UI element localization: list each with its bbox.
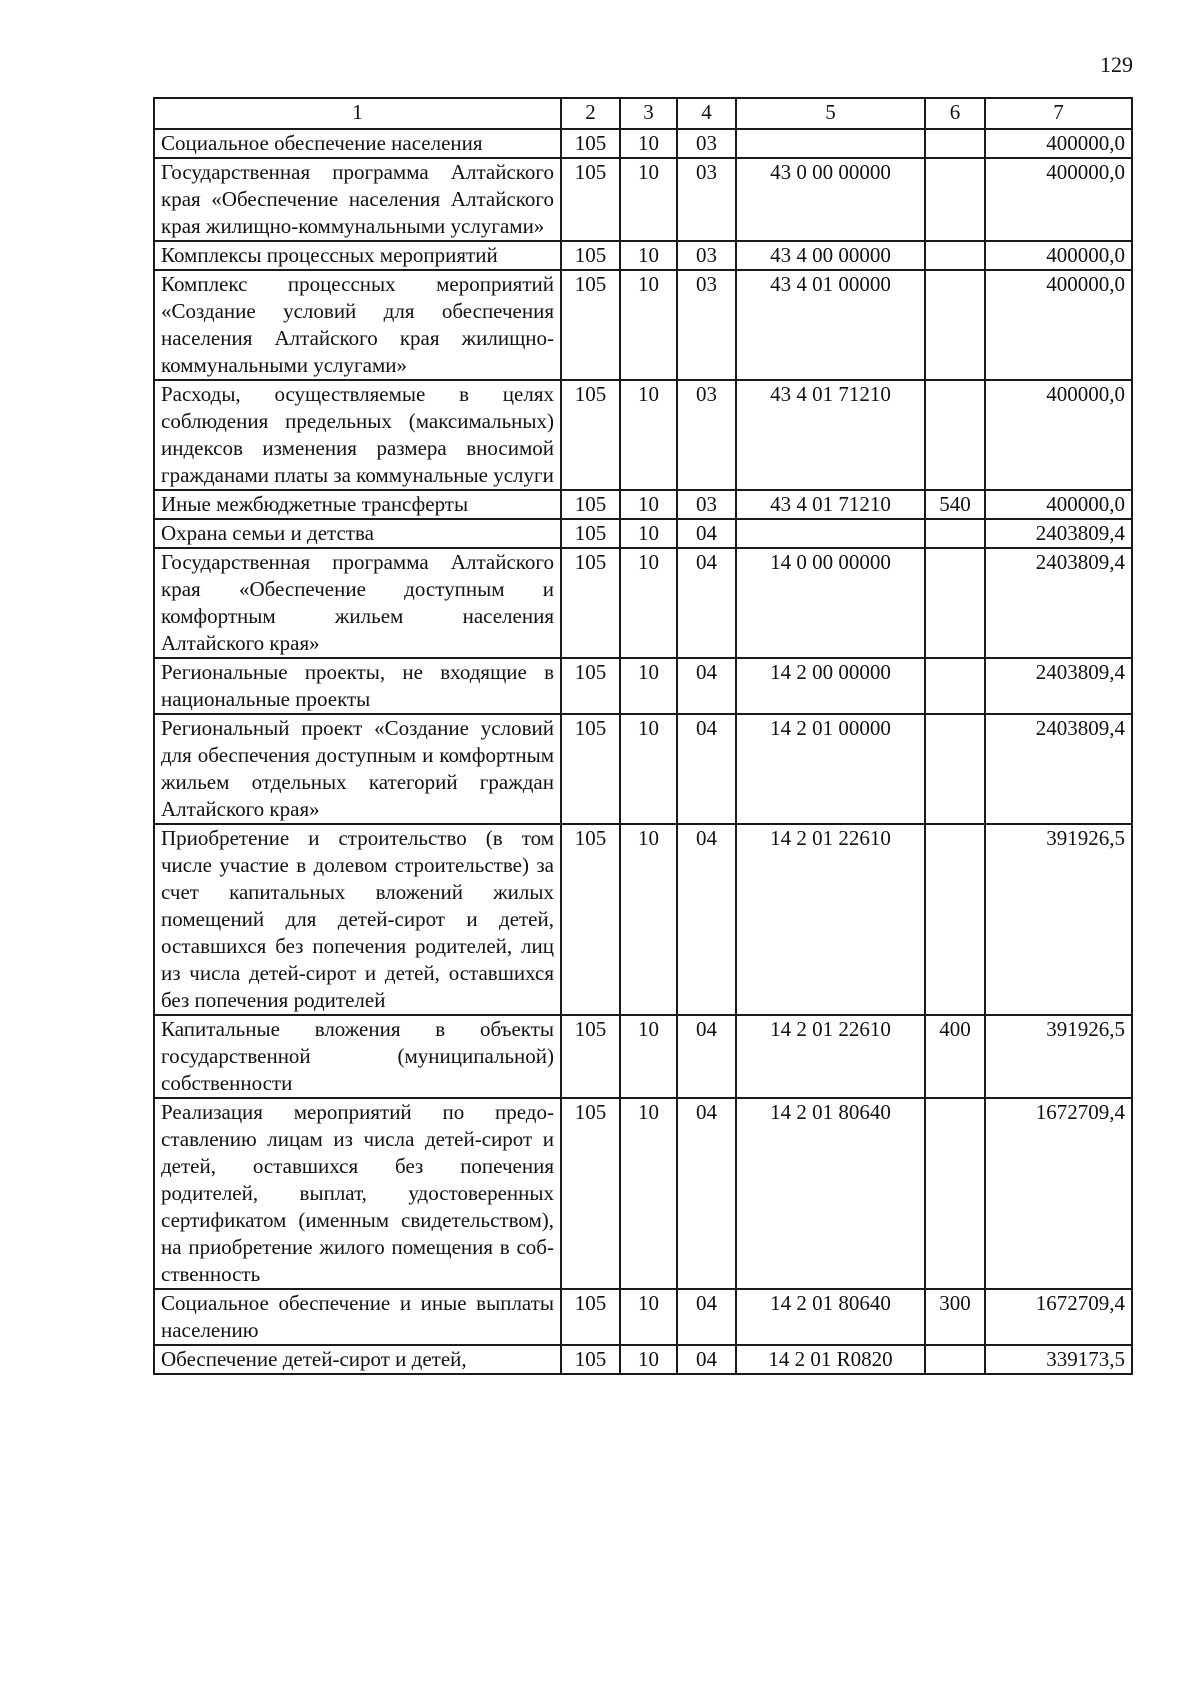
table-row: [154, 1345, 1132, 1374]
cell-col4: 03: [677, 490, 736, 519]
cell-col2: 105: [561, 241, 620, 270]
cell-col5: 14 2 01 00000: [736, 714, 925, 824]
cell-col3: 10: [620, 1289, 677, 1345]
table-row: [154, 1098, 1132, 1289]
cell-col6: 400: [925, 1015, 985, 1098]
cell-col4: 04: [677, 1015, 736, 1098]
cell-col6: [925, 824, 985, 1015]
budget-table: [153, 97, 1133, 1375]
cell-col7: 2403809,4: [985, 714, 1132, 824]
row-name: Комплекс процессных мероприятий «Создание условий для обеспечения населения Алтайского края жилищно-коммунальными услугами»: [154, 270, 561, 380]
table-header: [154, 98, 1132, 129]
cell-col7: 1672709,4: [985, 1289, 1132, 1345]
cell-col3: 10: [620, 1015, 677, 1098]
cell-col2: 105: [561, 824, 620, 1015]
cell-col5: 14 2 01 80640: [736, 1098, 925, 1289]
column-header-2: 2: [561, 98, 620, 129]
cell-col3: 10: [620, 380, 677, 490]
table-row: [154, 270, 1132, 380]
row-name: Иные межбюджетные трансферты: [154, 490, 561, 519]
cell-col7: 339173,5: [985, 1345, 1132, 1374]
cell-col5: 43 4 00 00000: [736, 241, 925, 270]
cell-col5: 43 4 01 71210: [736, 380, 925, 490]
column-header-3: 3: [620, 98, 677, 129]
cell-col7: 391926,5: [985, 1015, 1132, 1098]
cell-col2: 105: [561, 380, 620, 490]
cell-col5: 14 2 01 22610: [736, 1015, 925, 1098]
column-header-6: 6: [925, 98, 985, 129]
cell-col3: 10: [620, 519, 677, 548]
cell-col7: 400000,0: [985, 490, 1132, 519]
cell-col4: 03: [677, 158, 736, 241]
cell-col4: 04: [677, 714, 736, 824]
table-body: [154, 129, 1132, 1374]
table-row: [154, 1289, 1132, 1345]
cell-col2: 105: [561, 270, 620, 380]
cell-col3: 10: [620, 129, 677, 158]
row-name: Расходы, осуществляемые в целях соблюдения предельных (максимальных) индексов изменения размера вносимой гражданами платы за коммунальные услуги: [154, 380, 561, 490]
row-name: Государственная программа Алтайского края «Обеспечение населения Алтайского края жилищно-коммунальными услугами»: [154, 158, 561, 241]
row-name: Капитальные вложения в объекты государственной (муниципальной) собственности: [154, 1015, 561, 1098]
cell-col5: 14 2 01 22610: [736, 824, 925, 1015]
header-row: [154, 98, 1132, 129]
row-name: Реализация мероприятий по предоставлению лицам из числа детей-сирот и детей, оставшихся без попечения родителей, выплат, удостоверенных сертификатом (именным свидетельством), на приобретение жилого помещения в собственность: [154, 1098, 561, 1289]
column-header-5: 5: [736, 98, 925, 129]
cell-col3: 10: [620, 490, 677, 519]
cell-col6: [925, 380, 985, 490]
cell-col3: 10: [620, 158, 677, 241]
cell-col4: 03: [677, 380, 736, 490]
cell-col4: 04: [677, 658, 736, 714]
table-row: [154, 658, 1132, 714]
cell-col7: 2403809,4: [985, 548, 1132, 658]
cell-col5: 14 2 01 R0820: [736, 1345, 925, 1374]
cell-col4: 04: [677, 824, 736, 1015]
cell-col7: 391926,5: [985, 824, 1132, 1015]
cell-col5: 14 2 00 00000: [736, 658, 925, 714]
cell-col4: 04: [677, 1345, 736, 1374]
cell-col2: 105: [561, 519, 620, 548]
cell-col3: 10: [620, 714, 677, 824]
cell-col7: 400000,0: [985, 241, 1132, 270]
cell-col5: 14 2 01 80640: [736, 1289, 925, 1345]
cell-col5: 43 4 01 00000: [736, 270, 925, 380]
cell-col2: 105: [561, 658, 620, 714]
cell-col7: 400000,0: [985, 270, 1132, 380]
cell-col3: 10: [620, 1098, 677, 1289]
cell-col2: 105: [561, 714, 620, 824]
cell-col7: 400000,0: [985, 380, 1132, 490]
row-name: Социальное обеспечение населения: [154, 129, 561, 158]
cell-col2: 105: [561, 548, 620, 658]
row-name: Приобретение и строительство (в том числе участие в долевом строительстве) за счет капитальных вложений жилых помещений для детей-сирот и детей, оставшихся без попечения родителей, лиц из числа детей-сирот и детей, оставшихся без попечения родителей: [154, 824, 561, 1015]
cell-col3: 10: [620, 241, 677, 270]
cell-col4: 04: [677, 1098, 736, 1289]
column-header-7: 7: [985, 98, 1132, 129]
cell-col3: 10: [620, 548, 677, 658]
cell-col5: [736, 519, 925, 548]
cell-col2: 105: [561, 1345, 620, 1374]
cell-col4: 04: [677, 548, 736, 658]
cell-col4: 03: [677, 241, 736, 270]
cell-col6: [925, 1098, 985, 1289]
column-header-1: 1: [154, 98, 561, 129]
cell-col7: 400000,0: [985, 158, 1132, 241]
row-name: Комплексы процессных мероприятий: [154, 241, 561, 270]
cell-col4: 04: [677, 519, 736, 548]
cell-col6: [925, 714, 985, 824]
cell-col6: [925, 241, 985, 270]
cell-col5: 14 0 00 00000: [736, 548, 925, 658]
row-name: Обеспечение детей-сирот и детей,: [154, 1345, 561, 1374]
cell-col6: [925, 1345, 985, 1374]
table-row: [154, 490, 1132, 519]
row-name: Региональные проекты, не входящие в национальные проекты: [154, 658, 561, 714]
cell-col4: 03: [677, 270, 736, 380]
table-row: [154, 158, 1132, 241]
table-row: [154, 380, 1132, 490]
cell-col3: 10: [620, 270, 677, 380]
cell-col7: 1672709,4: [985, 1098, 1132, 1289]
table-row: [154, 129, 1132, 158]
column-header-4: 4: [677, 98, 736, 129]
cell-col6: [925, 548, 985, 658]
table-row: [154, 1015, 1132, 1098]
cell-col2: 105: [561, 129, 620, 158]
cell-col7: 2403809,4: [985, 658, 1132, 714]
cell-col2: 105: [561, 158, 620, 241]
row-name: Государственная программа Алтайского края «Обеспечение доступным и комфортным жильем населения Алтайского края»: [154, 548, 561, 658]
table-row: [154, 824, 1132, 1015]
cell-col2: 105: [561, 1015, 620, 1098]
table-row: [154, 241, 1132, 270]
cell-col5: 43 0 00 00000: [736, 158, 925, 241]
cell-col2: 105: [561, 490, 620, 519]
row-name: Региональный проект «Создание условий для обеспечения доступным и комфортным жильем отдельных категорий граждан Алтайского края»: [154, 714, 561, 824]
cell-col4: 03: [677, 129, 736, 158]
cell-col2: 105: [561, 1289, 620, 1345]
table-row: [154, 519, 1132, 548]
row-name: Социальное обеспечение и иные выплаты населению: [154, 1289, 561, 1345]
cell-col6: [925, 658, 985, 714]
cell-col7: 400000,0: [985, 129, 1132, 158]
cell-col3: 10: [620, 824, 677, 1015]
cell-col3: 10: [620, 1345, 677, 1374]
cell-col6: [925, 158, 985, 241]
cell-col7: 2403809,4: [985, 519, 1132, 548]
cell-col5: 43 4 01 71210: [736, 490, 925, 519]
cell-col6: [925, 519, 985, 548]
cell-col3: 10: [620, 658, 677, 714]
cell-col6: [925, 129, 985, 158]
cell-col5: [736, 129, 925, 158]
table-row: [154, 714, 1132, 824]
cell-col6: [925, 270, 985, 380]
cell-col4: 04: [677, 1289, 736, 1345]
cell-col6: 300: [925, 1289, 985, 1345]
row-name: Охрана семьи и детства: [154, 519, 561, 548]
page-number: 129: [1100, 52, 1133, 77]
cell-col2: 105: [561, 1098, 620, 1289]
table-row: [154, 548, 1132, 658]
cell-col6: 540: [925, 490, 985, 519]
